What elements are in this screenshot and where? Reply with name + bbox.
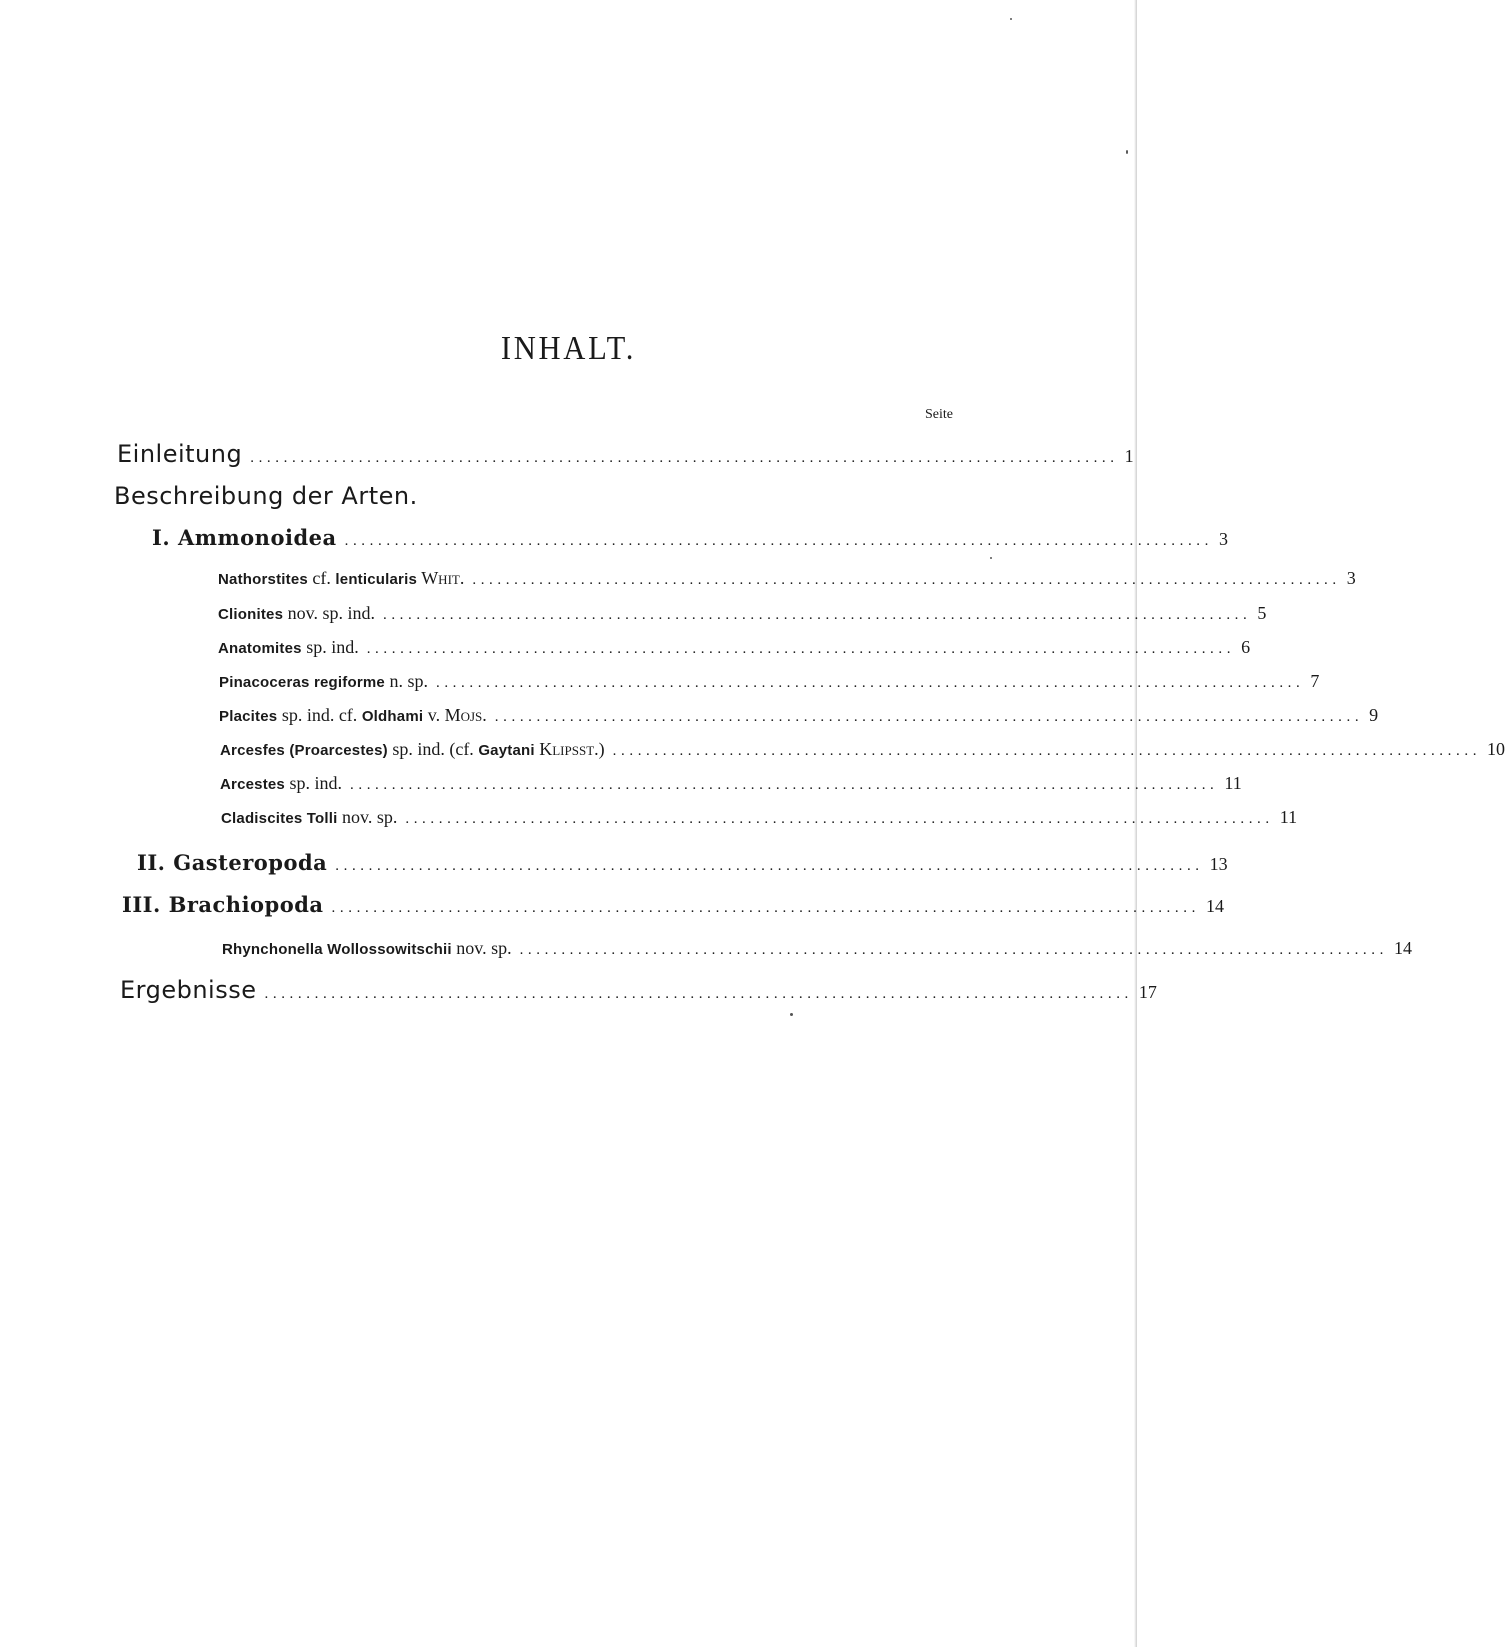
toc-page-number: 17 — [1138, 982, 1157, 1002]
toc-entry-label — [220, 773, 342, 794]
label-part: Klipsst.) — [534, 739, 605, 759]
label-part: nov. sp. — [451, 938, 512, 958]
leader-dots: ........................................................................................................ — [519, 942, 1388, 958]
toc-entry-label — [114, 482, 418, 510]
toc-page-number: 11 — [1224, 773, 1242, 793]
label-part: cf. — [307, 568, 336, 588]
toc-page-number: 6 — [1241, 637, 1251, 657]
toc-entry-ammonoidea — [152, 525, 1228, 550]
toc-entry-einleitung — [117, 440, 1134, 468]
label-part: Clionites — [218, 606, 284, 623]
toc-page-number: 14 — [1393, 938, 1412, 958]
label-part: Beschreibung der Arten. — [114, 482, 418, 510]
toc-page-number: 3 — [1219, 529, 1228, 549]
leader-dots: ........................................................................................................ — [612, 743, 1482, 759]
label-part: sp. ind. (cf. — [387, 739, 479, 759]
label-part: Arcestes — [220, 776, 285, 793]
label-part: Oldhami — [361, 708, 424, 725]
leader-dots: ........................................................................................................ — [335, 858, 1204, 874]
leader-dots: ........................................................................................................ — [405, 811, 1274, 827]
label-part: sp. ind. — [284, 773, 342, 793]
toc-entry-label — [219, 705, 487, 726]
toc-entry-label — [117, 440, 242, 468]
label-part: III. Brachiopoda — [122, 892, 324, 917]
scan-speck — [1126, 150, 1128, 154]
label-part: II. Gasteropoda — [137, 850, 328, 875]
scan-speck — [1010, 18, 1012, 20]
toc-entry-label — [220, 739, 605, 760]
toc-entry-clionites — [218, 603, 1267, 624]
label-part: Pinacoceras regiforme — [219, 674, 385, 691]
label-part: Whit. — [417, 568, 465, 588]
label-part: Nathorstites — [218, 571, 308, 588]
label-part: Cladiscites Tolli — [221, 810, 338, 827]
leader-dots: ........................................................................................................ — [250, 450, 1119, 466]
leader-dots: ........................................................................................................ — [344, 533, 1213, 549]
toc-entry-label — [219, 671, 428, 692]
label-part: Anatomites — [218, 640, 302, 657]
toc-entry-label — [218, 603, 375, 624]
page-title: INHALT. — [500, 330, 637, 367]
label-part: sp. ind. — [301, 637, 359, 657]
toc-entry-label — [122, 892, 324, 917]
toc-entry-gasteropoda — [137, 850, 1228, 875]
leader-dots: ........................................................................................................ — [331, 900, 1200, 916]
toc-page-number: 3 — [1346, 568, 1356, 588]
label-part: Rhynchonella Wollossowitschii — [222, 941, 452, 958]
toc-entry-cladiscites — [221, 807, 1298, 828]
toc-entry-label — [218, 568, 464, 589]
toc-entry-label — [218, 637, 359, 658]
toc-entry-pinacoceras — [219, 671, 1320, 692]
label-part: Arcesfes (Proarcestes) — [220, 742, 388, 759]
toc-entry-brachiopoda — [122, 892, 1224, 917]
label-part: v. — [423, 705, 445, 725]
toc-entry-arcestes — [220, 773, 1242, 794]
toc-page-number: 9 — [1369, 705, 1379, 725]
label-part: I. Ammonoidea — [152, 525, 337, 550]
label-part: sp. ind. cf. — [277, 705, 362, 725]
leader-dots: ........................................................................................................ — [366, 641, 1236, 657]
leader-dots: ........................................................................................................ — [435, 675, 1305, 691]
scan-speck — [990, 557, 992, 559]
leader-dots: ........................................................................................................ — [382, 607, 1252, 623]
label-part: n. sp. — [384, 671, 428, 691]
toc-entry-rhynchonella — [222, 938, 1412, 959]
toc-entry-ergebnisse — [120, 976, 1157, 1004]
scan-speck — [790, 1013, 793, 1016]
toc-page-number: 1 — [1124, 446, 1134, 466]
leader-dots: ........................................................................................................ — [350, 777, 1219, 793]
toc-entry-label — [222, 938, 512, 959]
label-part: Mojs. — [444, 705, 487, 725]
toc-entry-anatomites — [218, 637, 1251, 658]
toc-page-number: 5 — [1257, 603, 1267, 623]
toc-entry-label — [120, 976, 257, 1004]
label-part: Placites — [219, 708, 278, 725]
toc-entry-label — [152, 525, 337, 550]
toc-entry-proarcestes — [220, 739, 1505, 760]
toc-page-number: 11 — [1279, 807, 1298, 827]
toc-page-number: 10 — [1487, 739, 1505, 759]
toc-entry-label — [137, 850, 327, 875]
label-part: Ergebnisse — [120, 976, 257, 1004]
leader-dots: ........................................................................................................ — [472, 572, 1341, 588]
toc-entry-beschreibung — [114, 482, 418, 510]
toc-page-number: 14 — [1205, 896, 1224, 916]
toc-entry-placites — [219, 705, 1379, 726]
page-column-label: Seite — [925, 407, 953, 422]
toc-entry-nathorstites — [218, 568, 1356, 589]
toc-entry-label — [221, 807, 397, 828]
label-part: lenticularis — [335, 571, 418, 588]
toc-page-number: 13 — [1209, 854, 1228, 874]
label-part: Gaytani — [478, 742, 535, 759]
leader-dots: ........................................................................................................ — [494, 709, 1364, 725]
label-part: nov. sp. — [337, 807, 398, 827]
label-part: Einleitung — [117, 440, 243, 468]
toc-page-number: 7 — [1310, 671, 1320, 691]
leader-dots: ........................................................................................................ — [264, 986, 1133, 1002]
label-part: nov. sp. ind. — [283, 603, 375, 623]
